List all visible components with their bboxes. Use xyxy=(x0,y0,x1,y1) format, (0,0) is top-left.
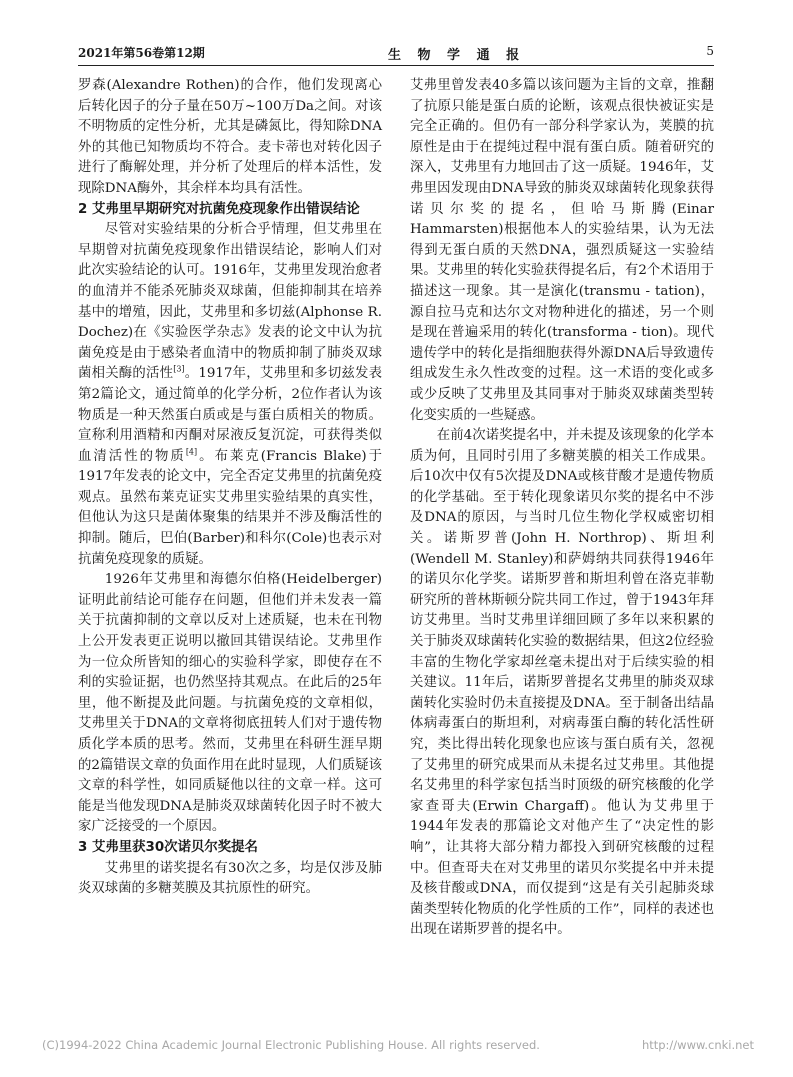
journal-title: 生 物 学 通 报 xyxy=(388,48,526,63)
paragraph: 罗森(Alexandre Rothen)的合作，他们发现离心后转化因子的分子量在50万~100万Da之间。对该不明物质的定性分析，尤其是磷氮比，得知除DNA外的其他已知物质均不符合。麦卡蒂也对转化因子进行了酶解处理，并分析了处理后的样本活性，发现除DNA酶外，其余样本均具有活性。 xyxy=(78,78,382,196)
paragraph xyxy=(78,220,382,570)
paragraph-text: 。布莱克(Francis Blake)于1917年发表的论文中，完全否定艾弗里的抗菌免疫观点。虽然布莱克证实艾弗里实验结果的真实性，但他认为这只是菌体聚集的结果并不涉及酶活性的抑制。随后，巴伯(Barber)和科尔(Cole)也表示对抗菌免疫现象的质疑。 xyxy=(78,448,382,567)
issue-info: 2021年第56卷第12期 xyxy=(78,46,205,60)
paragraph-text: 尽管对实验结果的分析合乎情理，但艾弗里在早期曾对抗菌免疫现象作出错误结论，影响人们对此次实验结论的认可。1916年，艾弗里发现治愈者的血清并不能杀死肺炎双球菌，但能抑制其在培养基中的增殖，因此，艾弗里和多切兹(Alphonse R. Dochez)在《实验医学杂志》发表的论文中认为抗菌免疫是由于感染者血清中的物质抑制了肺炎双球菌相关酶的活性 xyxy=(78,222,382,382)
page-number: 5 xyxy=(706,44,714,58)
paragraph: 1926年艾弗里和海德尔伯格(Heidelberger)证明此前结论可能存在问题，但他们并未发表一篇关于抗菌抑制的文章以反对上述质疑，也未在刊物上公开发表更正说明以撤回其错误结论。艾弗里作为一位众所皆知的细心的实验科学家，即使存在不利的实验证据，也仍然坚持其观点。在此后的25年里，他不断提及此问题。与抗菌免疫的文章相似，艾弗里关于DNA的文章将彻底扭转人们对于遗传物质化学本质的思考。然而，艾弗里在科研生涯早期的2篇错误文章的负面作用在此时显现，人们质疑该文章的科学性，如同质疑他以往的文章一样。这可能是当他发现DNA是肺炎双球菌转化因子时不被大家广泛接受的一个原因。 xyxy=(78,572,382,835)
site-url[interactable]: http://www.cnki.net xyxy=(641,1038,754,1052)
running-header xyxy=(78,44,714,66)
left-column xyxy=(78,76,382,900)
section-heading-3: 3 艾弗里获30次诺贝尔奖提名 xyxy=(78,839,258,855)
citation-ref: [4] xyxy=(185,447,198,457)
paragraph: 在前4次诺奖提名中，并未提及该现象的化学本质为何，且同时引用了多糖荚膜的相关工作成果。后10次中仅有5次提及DNA或核苷酸才是遗传物质的化学基础。至于转化现象诺贝尔奖的提名中不涉及DNA的原因，与当时几位生物化学权威密切相关。诺斯罗普(John H. Northrop)、斯坦利(Wendell M. Stanley)和萨姆纳共同获得1946年的诺贝尔化学奖。诺斯罗普和斯坦利曾在洛克菲勒研究所的普林斯顿分院共同工作过，曾于1943年拜访艾弗里。当时艾弗里详细回顾了多年以来积累的关于肺炎双球菌转化实验的数据结果，但这2位经验丰富的生物化学家却丝毫未提出对于后续实验的相关建议。11年后，诺斯罗普提名艾弗里的肺炎双球菌转化实验时仍未直接提及DNA。至于制备出结晶体病毒蛋白的斯坦利，对病毒蛋白酶的转化活性研究，类比得出转化现象也应该与蛋白质有关，忽视了艾弗里的研究成果而从未提名过艾弗里。其他提名艾弗里的科学家包括当时顶级的研究核酸的化学家查哥夫(Erwin Chargaff)。他认为艾弗里于1944年发表的那篇论文对他产生了“决定性的影响”，让其将大部分精力都投入到研究核酸的过程中。但查哥夫在对艾弗里的诺贝尔奖提名中并未提及核苷酸或DNA，而仅提到“这是有关引起肺炎球菌类型转化物质的化学性质的工作”，同样的表述也出现在诺斯罗普的提名中。 xyxy=(410,428,714,938)
right-column xyxy=(410,76,714,941)
paragraph: 艾弗里的诺奖提名有30次之多，均是仅涉及肺炎双球菌的多糖荚膜及其抗原性的研究。 xyxy=(78,860,382,897)
citation-ref: [3] xyxy=(173,364,185,374)
section-heading-2: 2 艾弗里早期研究对抗菌免疫现象作出错误结论 xyxy=(78,201,360,217)
paragraph: 艾弗里曾发表40多篇以该问题为主旨的文章，推翻了抗原只能是蛋白质的论断，该观点很快被证实是完全正确的。但仍有一部分科学家认为，荚膜的抗原性是由于在提纯过程中混有蛋白质。随着研究的深入，艾弗里有力地回击了这一质疑。1946年，艾弗里因发现由DNA导致的肺炎双球菌转化现象获得诺贝尔奖的提名，但哈马斯腾(Einar Hammarsten)根据他本人的实验结果，认为无法得到无蛋白质的天然DNA，强烈质疑这一实验结果。艾弗里的转化实验获得提名后，有2个术语用于描述这一现象。其一是演化(transmu - tation)，源自拉马克和达尔文对物种进化的描述，另一个则是现在普遍采用的转化(transforma - tion)。现代遗传学中的转化是指细胞获得外源DNA后导致遗传组成发生永久性改变的过程。这一术语的变化或多或少反映了艾弗里及其同事对于肺炎双球菌类型转化变实质的一些疑惑。 xyxy=(410,78,714,423)
paragraph-text: 。1917年，艾弗里和多切兹发表第2篇论文，通过简单的化学分析，2位作者认为该物质是一种天然蛋白质或是与蛋白质相关的物质。宣称利用酒精和丙酮对尿液反复沉淀，可获得类似血清活性的物质 xyxy=(78,366,383,464)
copyright-notice: (C)1994-2022 China Academic Journal Electronic Publishing House. All rights reserved. xyxy=(42,1038,540,1052)
